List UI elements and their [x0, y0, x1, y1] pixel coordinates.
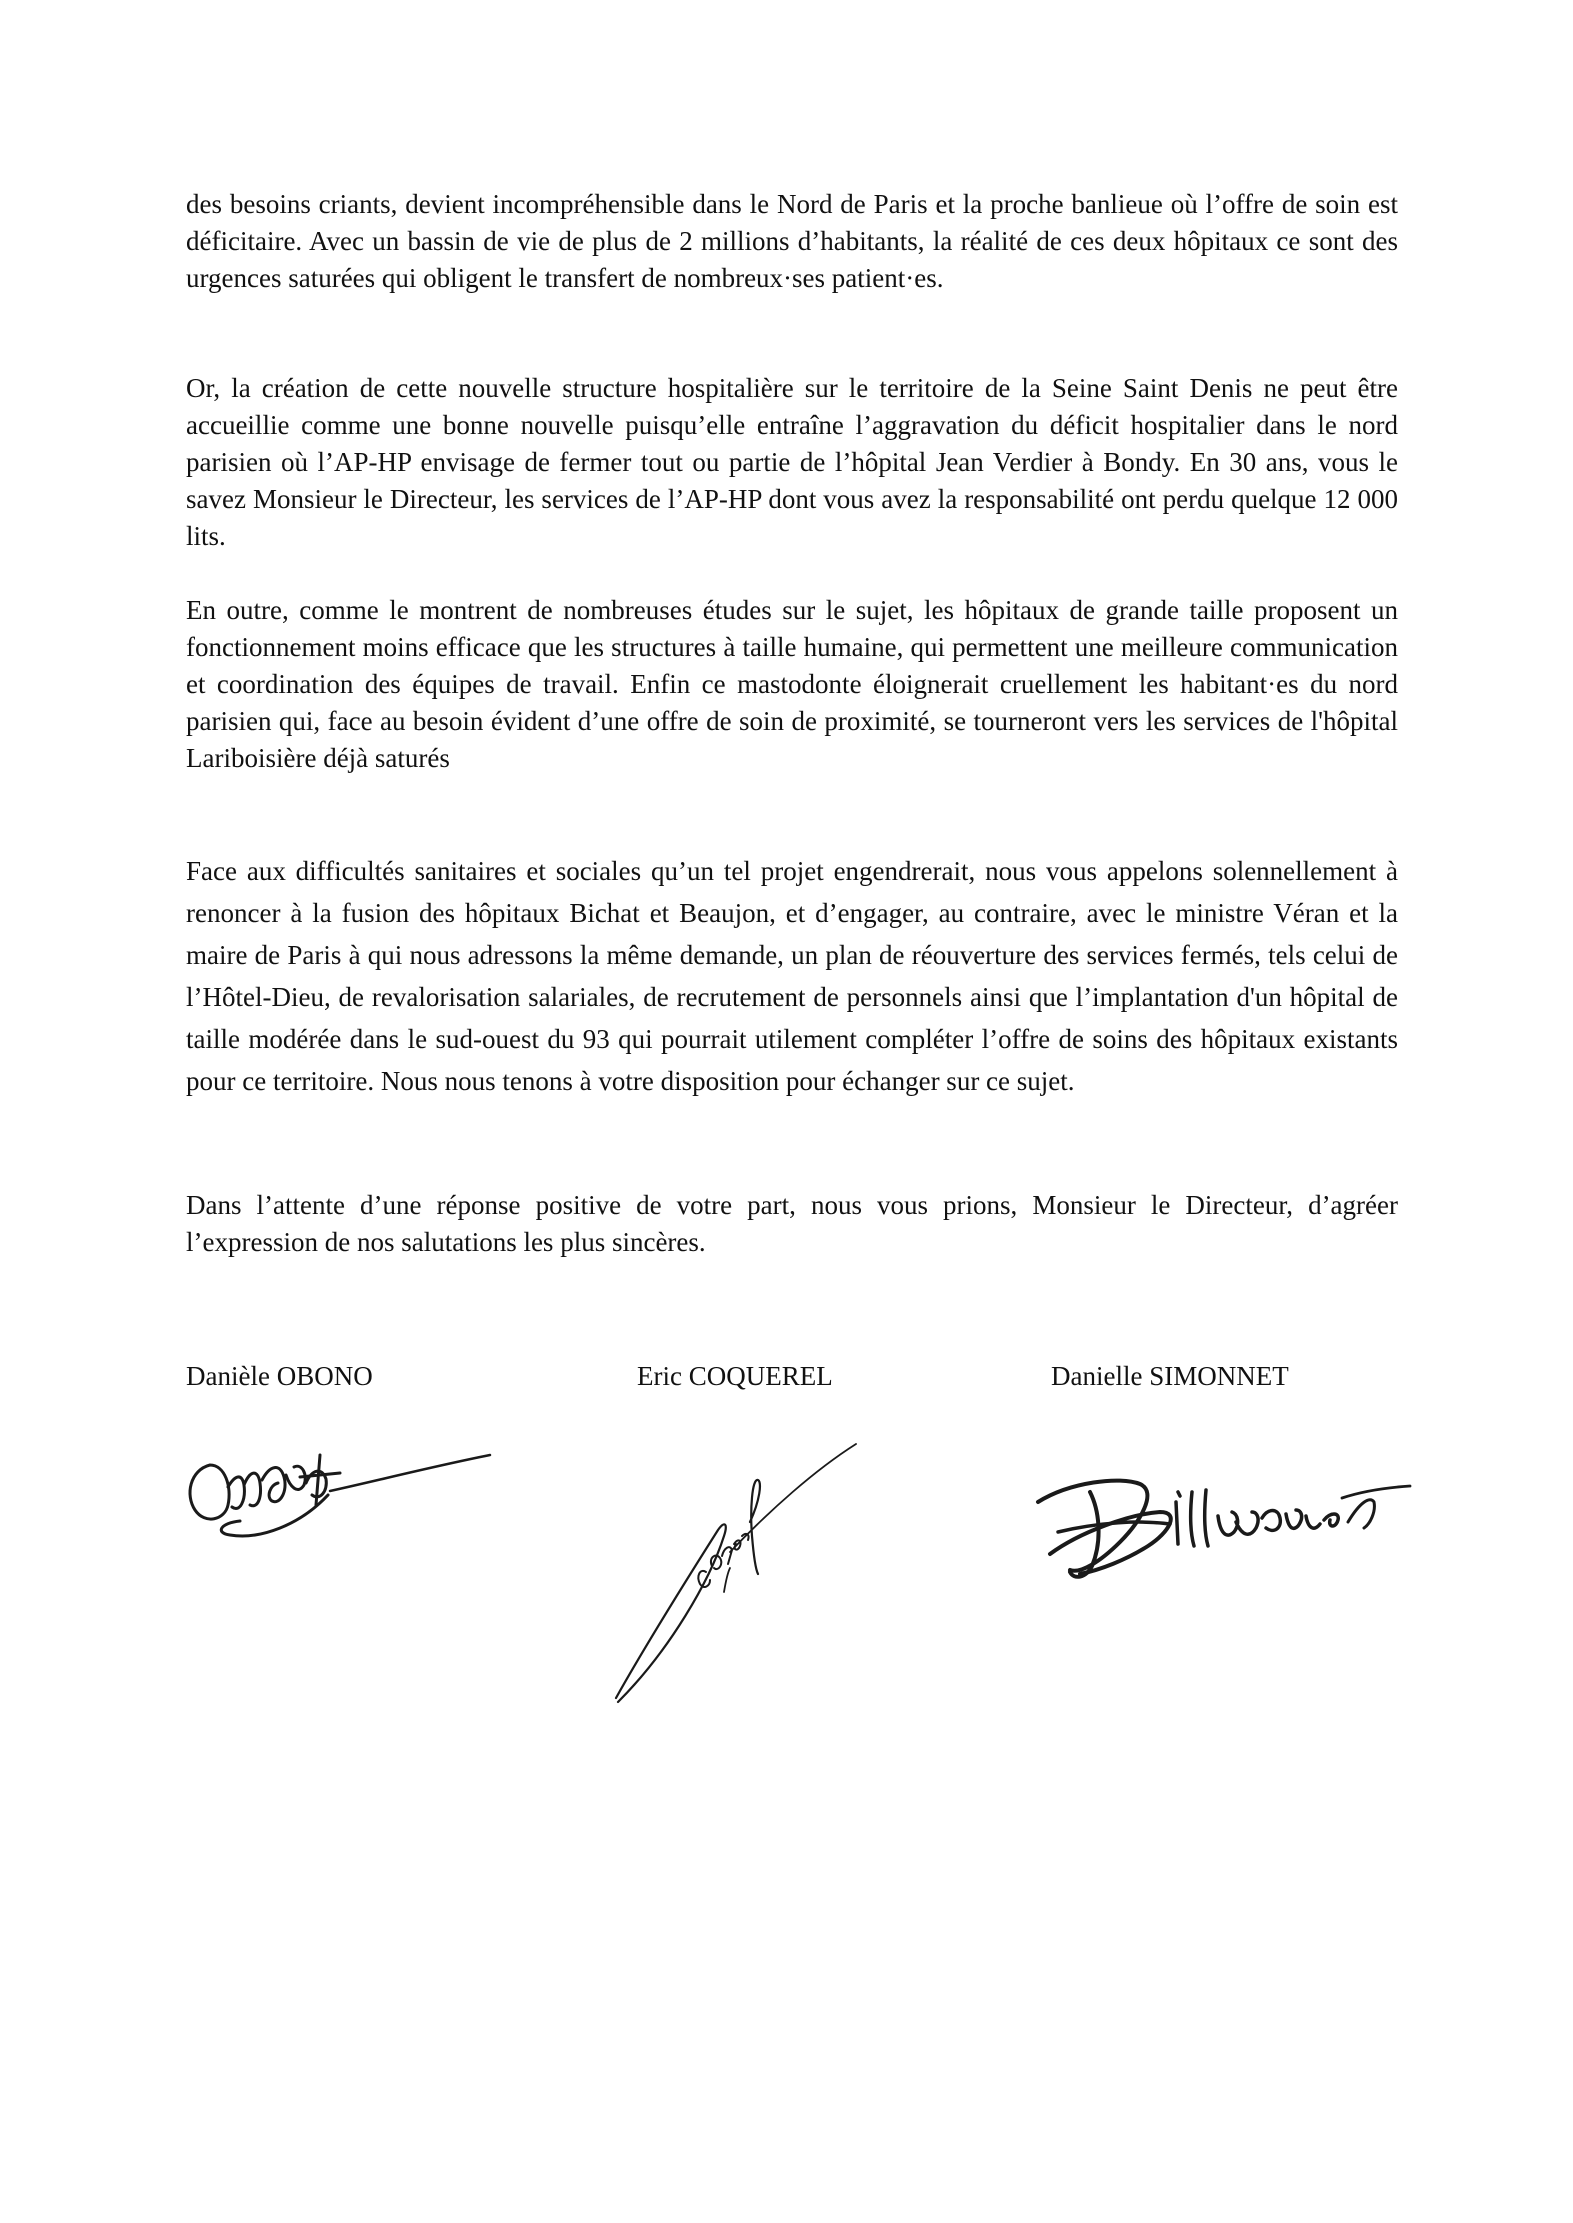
- signature-simonnet-icon: [1030, 1462, 1420, 1592]
- signatory-name-obono: Danièle OBONO: [186, 1361, 373, 1391]
- signatory-name-simonnet: Danielle SIMONNET: [1051, 1361, 1289, 1391]
- signature-obono-icon: [180, 1425, 500, 1545]
- closing-paragraph: Dans l’attente d’une réponse positive de votre part, nous vous prions, Monsieur le Directeur, d’agréer l’expression de nos salutations les plus sincères.: [186, 1190, 1398, 1257]
- paragraph-3: En outre, comme le montrent de nombreuses études sur le sujet, les hôpitaux de grande taille proposent un fonctionnement moins efficace que les structures à taille humaine, qui permettent une meilleure communication et coordination des équipes de travail. Enfin ce mastodonte éloignerait cruellement les habitant·es du nord parisien qui, face au besoin évident d’une offre de soin de proximité, se tourneront vers les services de l'hôpital Lariboisière déjà saturés: [186, 595, 1398, 773]
- paragraph-4: Face aux difficultés sanitaires et sociales qu’un tel projet engendrerait, nous vous appelons solennellement à renoncer à la fusion des hôpitaux Bichat et Beaujon, et d’engager, au contraire, avec le ministre Véran et la maire de Paris à qui nous adressons la même demande, un plan de réouverture des services fermés, tels celui de l’Hôtel-Dieu, de revalorisation salariales, de recrutement de personnels ainsi que l’implantation d'un hôpital de taille modérée dans le sud-ouest du 93 qui pourrait utilement compléter l’offre de soins des hôpitaux existants pour ce territoire. Nous nous tenons à votre disposition pour échanger sur ce sujet.: [186, 856, 1398, 1096]
- paragraph-2: Or, la création de cette nouvelle structure hospitalière sur le territoire de la Seine Saint Denis ne peut être accueillie comme une bonne nouvelle puisqu’elle entraîne l’aggravation du déficit hospitalier dans le nord parisien où l’AP-HP envisage de fermer tout ou partie de l’hôpital Jean Verdier à Bondy. En 30 ans, vous le savez Monsieur le Directeur, les services de l’AP-HP dont vous avez la responsabilité ont perdu quelque 12 000 lits.: [186, 373, 1398, 551]
- signature-coquerel-icon: [600, 1440, 870, 1710]
- signatory-name-coquerel: Eric COQUEREL: [637, 1361, 833, 1391]
- paragraph-1: des besoins criants, devient incompréhensible dans le Nord de Paris et la proche banlieue où l’offre de soin est déficitaire. Avec un bassin de vie de plus de 2 millions d’habitants, la réalité de ces deux hôpitaux ce sont des urgences saturées qui obligent le transfert de nombreux·ses patient·es.: [186, 189, 1398, 293]
